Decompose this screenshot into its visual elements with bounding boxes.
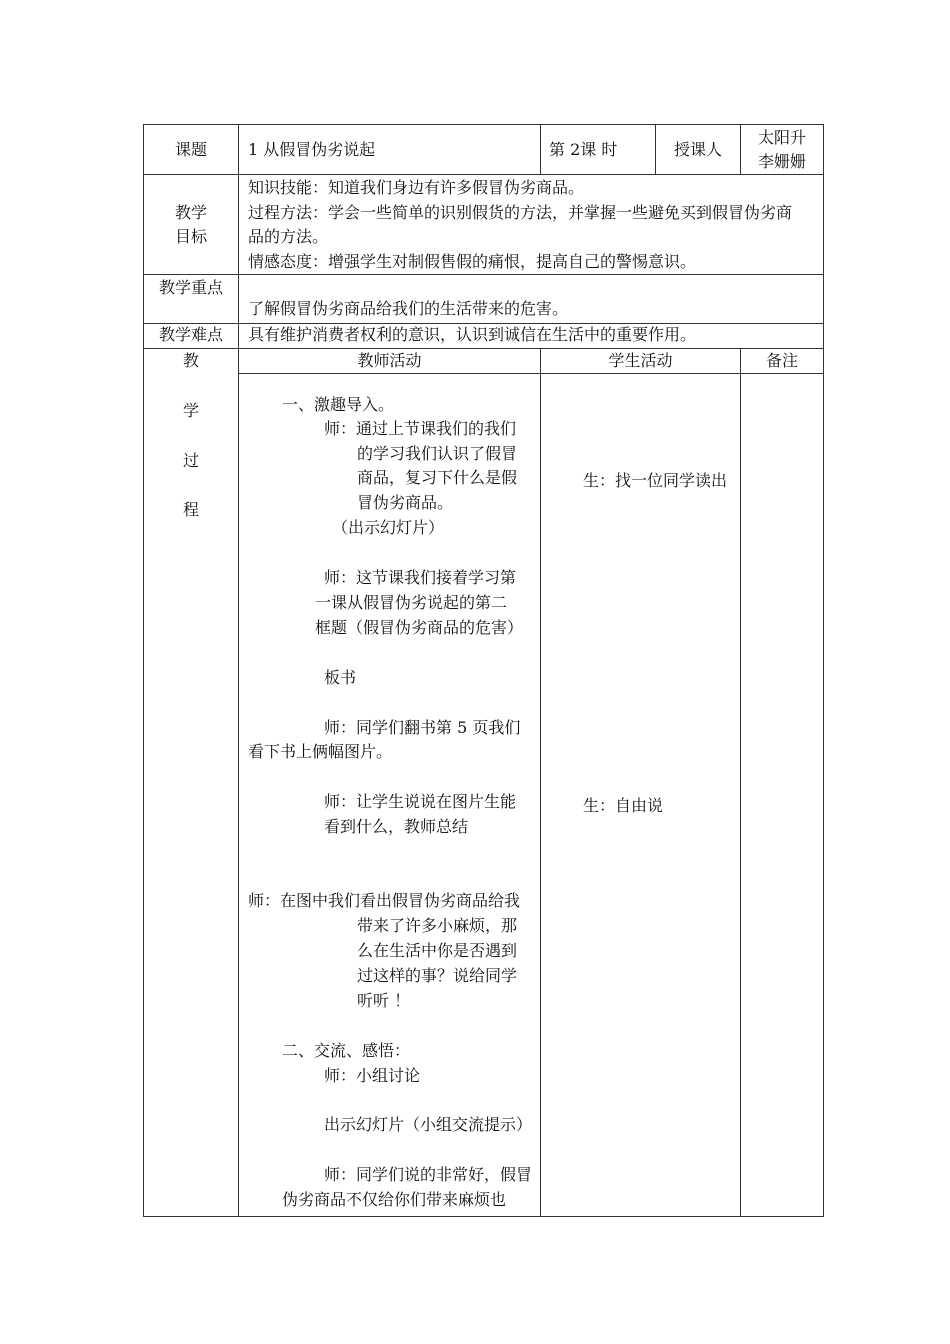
teacher-line: 出示幻灯片（小组交流提示） xyxy=(324,1115,533,1134)
difficulty-value: 具有维护消费者权利的意识，认识到诚信在生活中的重要作用。 xyxy=(248,325,697,344)
topic-label: 课题 xyxy=(174,140,207,159)
teacher-activity-header: 教师活动 xyxy=(357,351,422,370)
teacher-line: 板书 xyxy=(324,668,357,687)
teacher-line: 带来了许多小麻烦，那 xyxy=(357,916,518,935)
table-rule xyxy=(143,174,824,175)
teacher-line: 的学习我们认识了假冒 xyxy=(357,444,518,463)
teacher-line: 过这样的事？说给同学 xyxy=(357,966,518,985)
teacher-line: 师：同学们说的非常好，假冒 xyxy=(324,1165,533,1184)
teacher-line: 伪劣商品不仅给你们带来麻烦也 xyxy=(282,1190,507,1209)
lesson-count: 第 2课 时 xyxy=(549,140,618,159)
student-line: 生：自由说 xyxy=(583,796,664,815)
teacher-line: （出示幻灯片） xyxy=(332,518,445,537)
teacher-line: 师：在图中我们看出假冒伪劣商品给我 xyxy=(248,891,521,910)
teacher-line: 二、交流、感悟： xyxy=(282,1041,411,1060)
student-activity-header: 学生活动 xyxy=(608,351,673,370)
topic-value: 1 从假冒伪劣说起 xyxy=(248,140,376,159)
teacher-line: 师：这节课我们接着学习第 xyxy=(324,568,517,587)
key-point-label: 教学重点 xyxy=(158,278,223,297)
process-label-char: 程 xyxy=(182,500,199,519)
teacher-line: 么在生活中你是否遇到 xyxy=(357,941,518,960)
process-label-char: 学 xyxy=(182,401,199,420)
table-col-divider xyxy=(540,348,541,1217)
process-label-char: 过 xyxy=(182,451,199,470)
teacher-name: 太阳升 xyxy=(757,128,806,147)
table-border-bottom xyxy=(143,1216,824,1217)
goals-label: 教学 xyxy=(174,203,207,222)
teacher-line: 看下书上俩幅图片。 xyxy=(248,742,393,761)
teacher-line: 听听 ！ xyxy=(357,991,411,1010)
teacher-line: 一、激趣导入。 xyxy=(282,395,395,414)
teacher-line: 师：同学们翻书第 5 页我们 xyxy=(324,718,521,737)
goal-line: 知识技能：知道我们身边有许多假冒伪劣商品。 xyxy=(248,178,585,197)
goal-line: 过程方法：学会一些简单的识别假货的方法，并掌握一些避免买到假冒伪劣商 xyxy=(248,203,793,222)
teacher-line: 商品，复习下什么是假 xyxy=(357,468,518,487)
teacher-line: 师：小组讨论 xyxy=(324,1066,421,1085)
goal-line: 情感态度：增强学生对制假售假的痛恨，提高自己的警惕意识。 xyxy=(248,252,697,271)
difficulty-label: 教学难点 xyxy=(158,325,223,344)
table-col-divider xyxy=(540,124,541,175)
teacher-label: 授课人 xyxy=(673,140,722,159)
process-label-char: 教 xyxy=(182,351,199,370)
teacher-line: 冒伪劣商品。 xyxy=(357,493,454,512)
goal-line: 品的方法。 xyxy=(248,227,329,246)
table-border-top xyxy=(143,124,824,125)
student-line: 生：找一位同学读出 xyxy=(583,471,728,490)
teacher-line: 框题（假冒伪劣商品的危害） xyxy=(315,618,524,637)
table-rule xyxy=(238,373,824,374)
teacher-line: 看到什么，教师总结 xyxy=(324,817,469,836)
table-rule xyxy=(143,274,824,275)
notes-header: 备注 xyxy=(765,351,798,370)
table-rule xyxy=(143,348,824,349)
teacher-line: 师：通过上节课我们的我们 xyxy=(324,419,517,438)
table-border-right xyxy=(823,124,824,1217)
teacher-line: 师：让学生说说在图片生能 xyxy=(324,792,517,811)
table-col-divider xyxy=(740,348,741,1217)
teacher-name: 李姗姗 xyxy=(757,152,806,171)
goals-label: 目标 xyxy=(174,227,207,246)
key-point-value: 了解假冒伪劣商品给我们的生活带来的危害。 xyxy=(248,299,569,318)
teacher-line: 一课从假冒伪劣说起的第二 xyxy=(315,593,508,612)
